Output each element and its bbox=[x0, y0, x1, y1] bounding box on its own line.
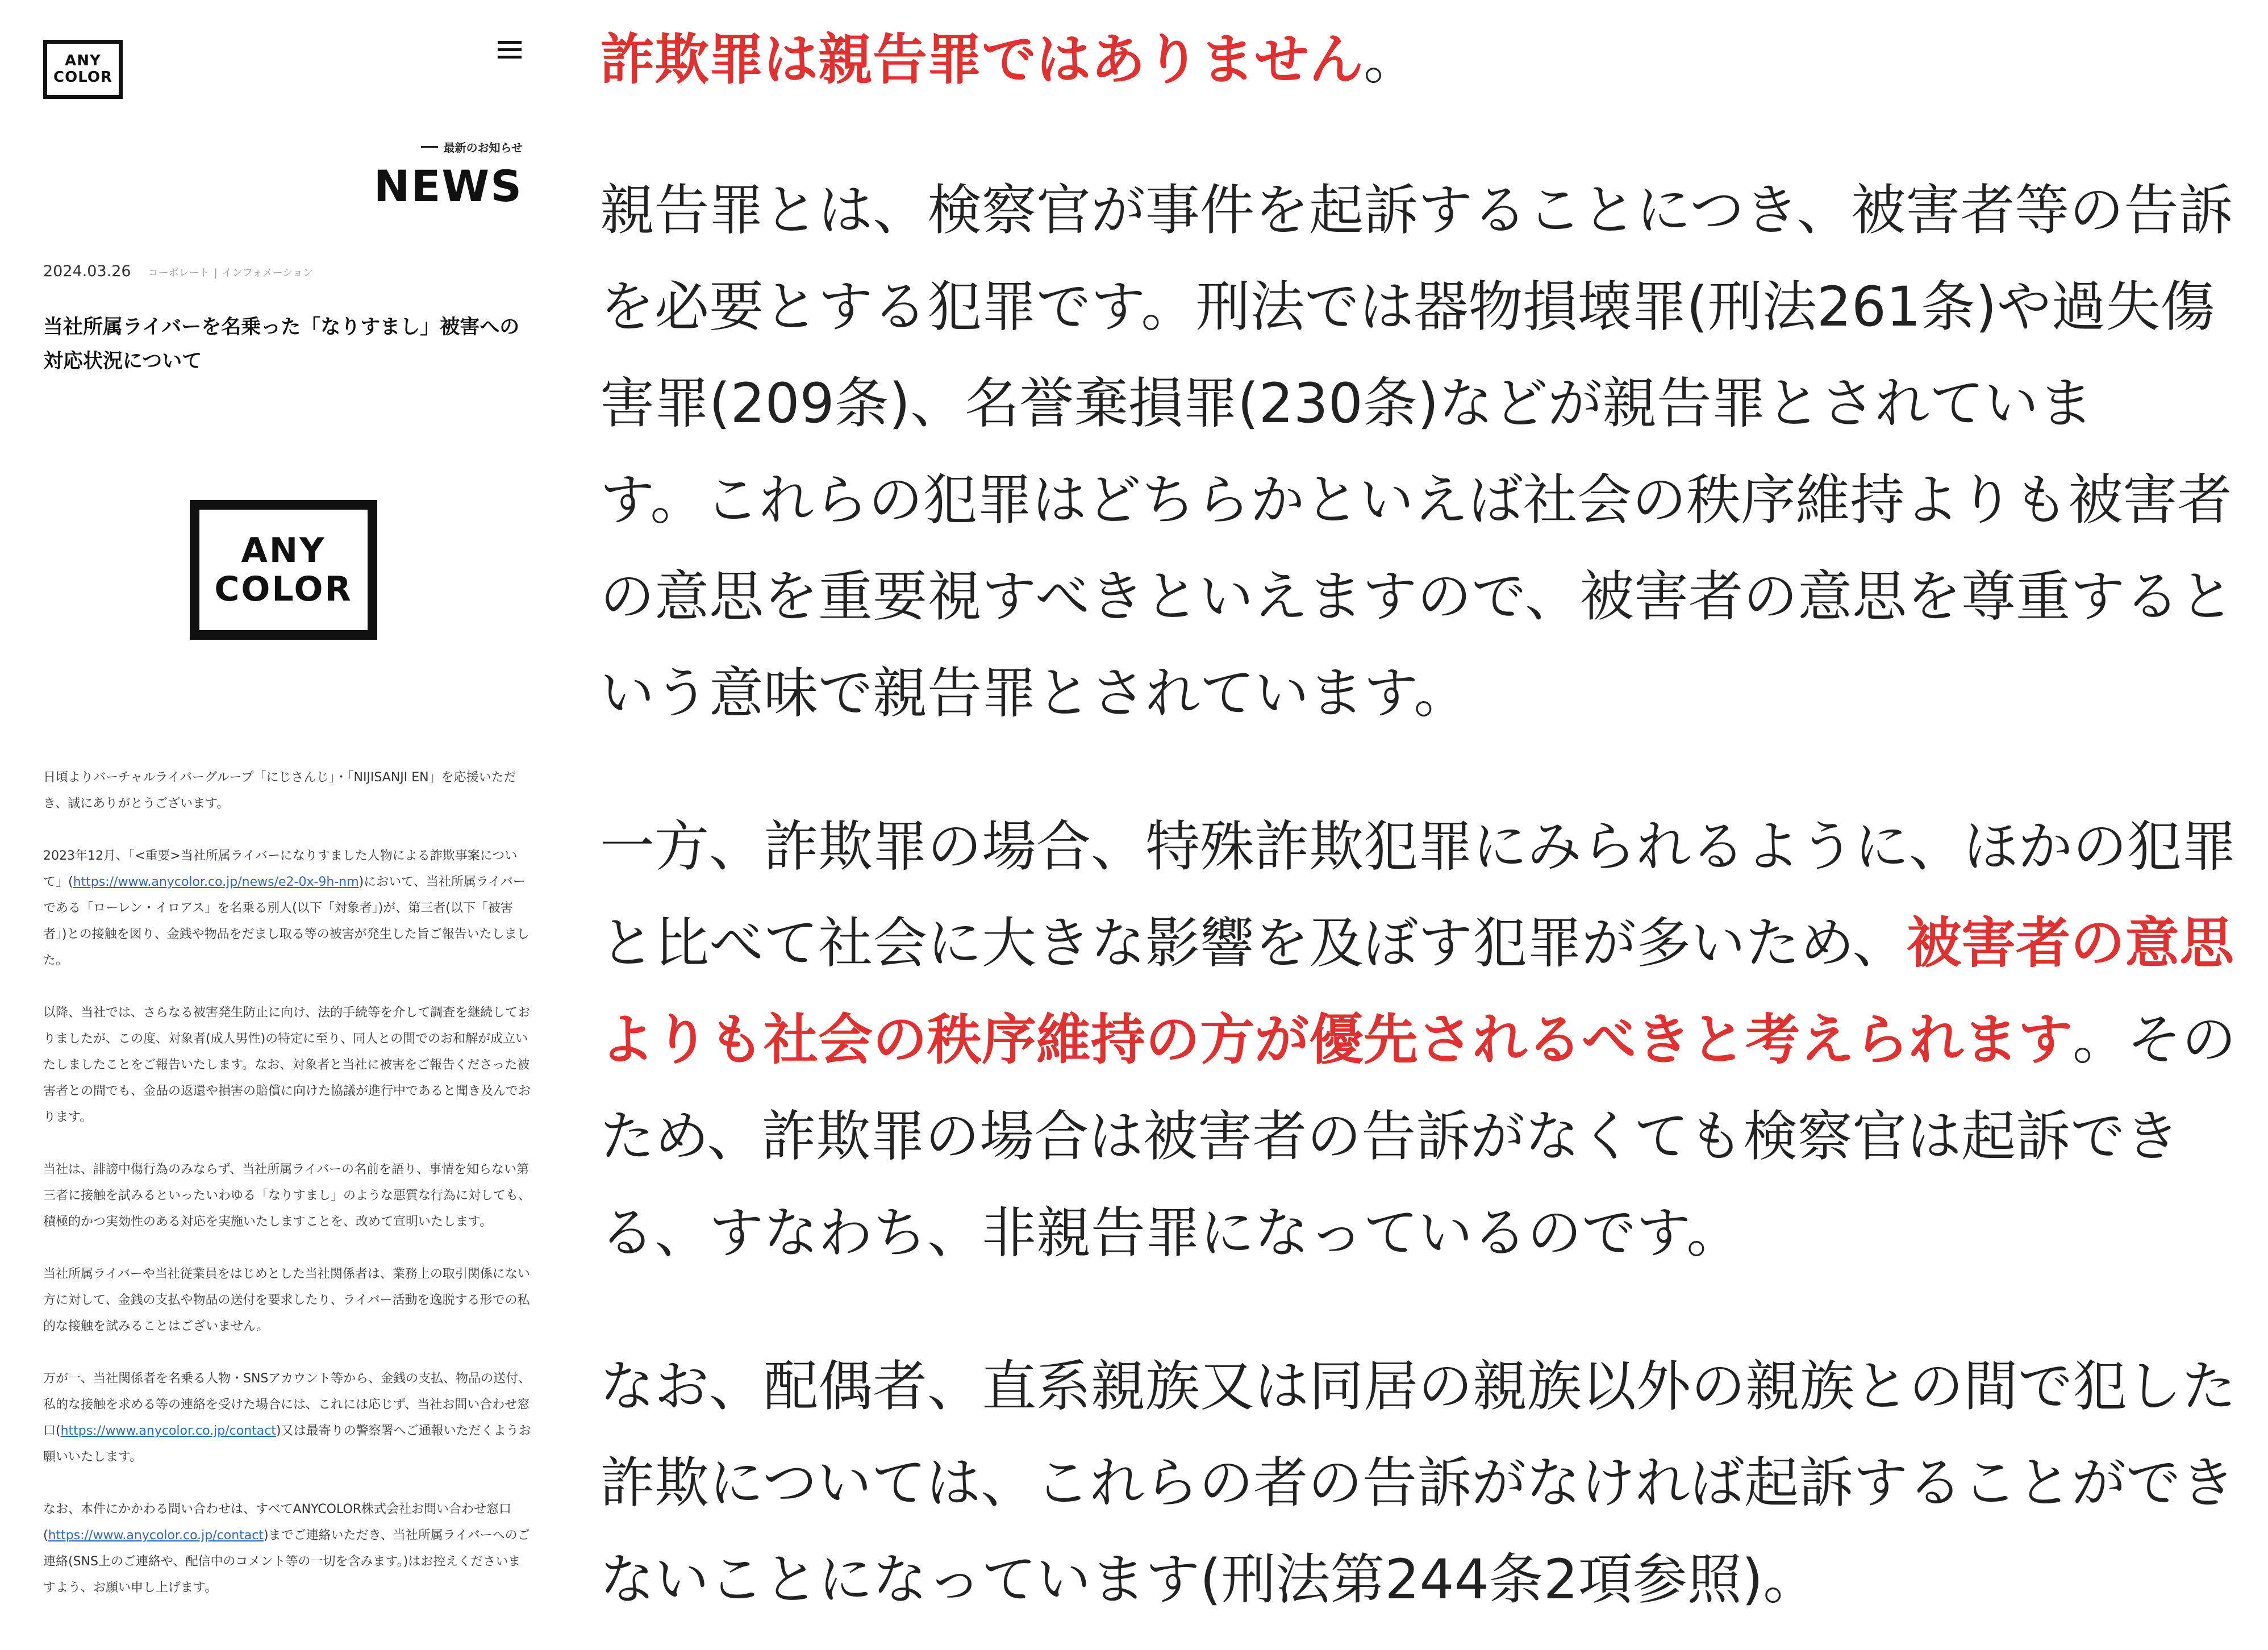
article-paragraph bbox=[43, 843, 532, 974]
legal-text-line bbox=[600, 662, 1468, 724]
category-information[interactable]: インフォメーション bbox=[222, 267, 314, 279]
paragraph-text: )までご連絡いただき、当社所属ライバーへのご連絡(SNS上のご連絡や、配信中のコメント等の一切を含みます。)はお控えくださいますよう、お願い申し上げます。 bbox=[43, 1528, 530, 1595]
emphasized-text: 詐欺罪は親告罪ではありません bbox=[600, 28, 1364, 91]
legal-text-line bbox=[600, 276, 2215, 338]
legal-text-line bbox=[600, 912, 2234, 974]
article-paragraph bbox=[43, 1497, 532, 1601]
article-paragraph bbox=[43, 1000, 532, 1131]
legal-text: を必要とする犯罪です。刑法では器物損壊罪(刑法261条)や過失傷 bbox=[600, 275, 2215, 339]
article-date: 2024.03.26 bbox=[43, 262, 131, 280]
legal-text-line bbox=[600, 1452, 2235, 1514]
article-meta bbox=[43, 262, 313, 280]
legal-text: ため、詐欺罪の場合は被害者の告訴がなくても検察官は起訴でき bbox=[600, 1105, 2180, 1168]
news-page-panel bbox=[0, 0, 568, 1650]
paragraph-text: 日頃よりバーチャルライバーグループ「にじさんじ」・「NIJISANJI EN」を応援いただき、誠にありがとうございます。 bbox=[43, 770, 516, 811]
paragraph-text: なお、本件にかかわる問い合わせは、すべてANYCOLOR株式会社お問い合わせ窓口( bbox=[43, 1502, 512, 1543]
article-title: 当社所属ライバーを名乗った「なりすまし」被害への対応状況について bbox=[43, 316, 520, 373]
logo-line-1: ANY bbox=[65, 52, 101, 69]
paragraph-text: 2023年12月、「<重要>当社所属ライバーになりすました人物による詐欺事案について」( bbox=[43, 849, 518, 889]
page-title: NEWS bbox=[373, 161, 523, 211]
legal-text-line bbox=[600, 372, 2093, 435]
legal-text-line bbox=[600, 1355, 2236, 1418]
category-separator: | bbox=[214, 267, 218, 279]
news-subtitle: 最新のお知らせ bbox=[421, 139, 523, 155]
legal-text: なお、配偶者、直系親族又は同居の親族以外の親族との間で犯した bbox=[600, 1355, 2236, 1418]
emphasized-text: よりも社会の秩序維持の方が優先されるべきと考えられます bbox=[600, 1008, 2073, 1072]
emphasized-text: 被害者の意思 bbox=[1907, 911, 2234, 975]
article-paragraph bbox=[43, 765, 532, 817]
legal-text: 一方、詐欺罪の場合、特殊詐欺犯罪にみられるように、ほかの犯罪 bbox=[600, 815, 2236, 878]
legal-text: 詐欺については、これらの者の告訴がなければ起訴することができ bbox=[600, 1451, 2236, 1515]
paragraph-text: )又は最寄りの警察署へご通報いただくようお願いいたします。 bbox=[43, 1424, 531, 1464]
legal-text: 親告罪とは、検察官が事件を起訴することにつき、被害者等の告訴 bbox=[600, 178, 2233, 242]
paragraph-text: )において、当社所属ライバーである「ローレン・イロアス」を名乗る別人(以下「対象者」)が、第三者(以下「被害者」)との接触を図り、金銭や物品をだまし取る等の被害が発生した旨ご報告いたしました。 bbox=[43, 875, 530, 968]
legal-text: 。 bbox=[1364, 28, 1418, 91]
legal-text-line bbox=[600, 1202, 1741, 1264]
article-paragraph bbox=[43, 1261, 532, 1340]
legal-text: 害罪(209条)、名誉棄損罪(230条)などが親告罪とされていま bbox=[600, 372, 2094, 435]
article-link[interactable]: https://www.anycolor.co.jp/news/e2-0x-9h-nm bbox=[73, 875, 359, 889]
legal-text-line bbox=[600, 179, 2233, 241]
legal-text-line bbox=[600, 28, 1418, 91]
article-hero-logo bbox=[190, 500, 377, 640]
legal-text-line bbox=[600, 1548, 1817, 1611]
paragraph-text: 当社所属ライバーや当社従業員をはじめとした当社関係者は、業務上の取引関係にない方に対して、金銭の支払や物品の送付を要求したり、ライバー活動を逸脱する形での私的な接触を試みることはございません。 bbox=[43, 1267, 530, 1334]
legal-text: る、すなわち、非親告罪になっているのです。 bbox=[600, 1201, 1741, 1265]
hero-logo-line-2: COLOR bbox=[214, 569, 353, 609]
legal-text-line bbox=[600, 1105, 2179, 1168]
paragraph-text: 当社は、誹謗中傷行為のみならず、当社所属ライバーの名前を語り、事情を知らない第三者に接触を試みるといったいわゆる「なりすまし」のような悪質な行為に対しても、積極的かつ実効性のある対応を実施いたしますことを、改めて宣明いたします。 bbox=[43, 1162, 531, 1229]
hamburger-menu-icon[interactable] bbox=[498, 41, 522, 60]
legal-text: す。これらの犯罪はどちらかといえば社会の秩序維持よりも被害者 bbox=[600, 468, 2232, 532]
paragraph-text: 以降、当社では、さらなる被害発生防止に向け、法的手続等を介して調査を継続しておりましたが、この度、対象者(成人男性)の特定に至り、同人との間でのお和解が成立いたしましたことをご報告いたします。なお、対象者と当社に被害をご報告くださった被害者との間でも、金品の返還や損害の賠償に向けた協議が進行中であると聞き及んでおります。 bbox=[43, 1006, 531, 1124]
legal-text-line bbox=[600, 469, 2232, 531]
legal-explanation-panel bbox=[568, 0, 2268, 1650]
hero-logo-line-1: ANY bbox=[241, 531, 326, 570]
article-link[interactable]: https://www.anycolor.co.jp/contact bbox=[48, 1528, 264, 1543]
legal-text: の意思を重要視すべきといえますので、被害者の意思を尊重すると bbox=[600, 565, 2234, 628]
legal-text: ないことになっています(刑法第244条2項参照)。 bbox=[600, 1548, 1818, 1611]
category-corporate[interactable]: コーポレート bbox=[148, 267, 210, 279]
legal-text: と比べて社会に大きな影響を及ぼす犯罪が多いため、 bbox=[600, 911, 1907, 975]
article-body bbox=[43, 765, 532, 1627]
legal-text-line bbox=[600, 815, 2236, 878]
article-paragraph bbox=[43, 1157, 532, 1235]
legal-text: 。その bbox=[2073, 1008, 2236, 1072]
legal-text-line bbox=[600, 1009, 2236, 1071]
legal-text: いう意味で親告罪とされています。 bbox=[600, 661, 1469, 725]
paragraph-text: 万が一、当社関係者を名乗る人物・SNSアカウント等から、金銭の支払、物品の送付、私的な接触を求める等の連絡を受けた場合には、これには応じず、当社お問い合わせ窓口( bbox=[43, 1372, 531, 1438]
article-paragraph bbox=[43, 1366, 532, 1470]
logo-line-2: COLOR bbox=[53, 69, 112, 86]
article-link[interactable]: https://www.anycolor.co.jp/contact bbox=[60, 1424, 276, 1438]
anycolor-logo[interactable] bbox=[43, 40, 123, 99]
legal-text-line bbox=[600, 565, 2234, 628]
